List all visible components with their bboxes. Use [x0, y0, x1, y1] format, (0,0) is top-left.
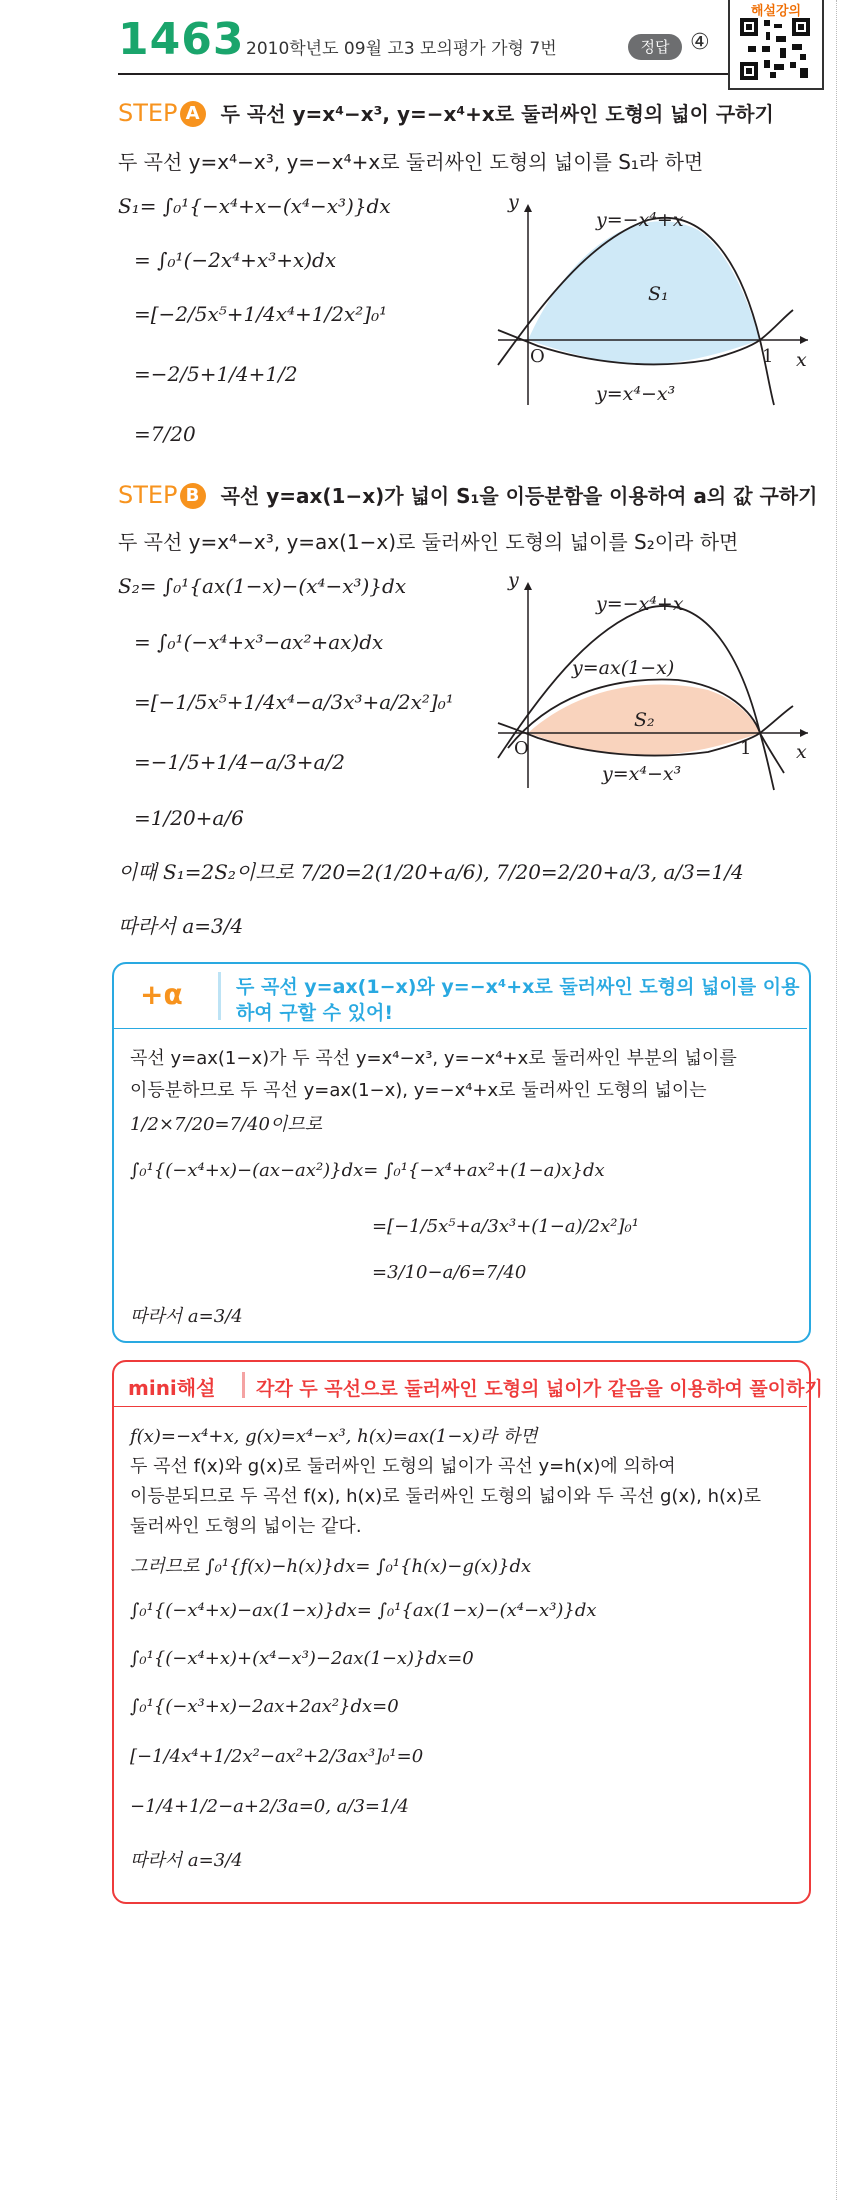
graph-b: [478, 568, 818, 798]
header-rule: [118, 73, 733, 75]
alpha-eq-2: =[−1/5x⁵+a/3x³+(1−a)/2x²]₀¹: [372, 1216, 639, 1237]
step-b-line-2: = ∫₀¹(−x⁴+x³−ax²+ax)dx: [134, 630, 384, 654]
page-margin-rule: [836, 0, 837, 2200]
step-a-line-2: = ∫₀¹(−2x⁴+x³+x)dx: [134, 248, 337, 272]
mini-line-7: ∫₀¹{(−x⁴+x)+(x⁴−x³)−2ax(1−x)}dx=0: [130, 1648, 474, 1669]
mini-line-9: [−1/4x⁴+1/2x²−ax²+2/3ax³]₀¹=0: [130, 1746, 424, 1767]
mini-label: mini해설: [128, 1376, 216, 1400]
alpha-conclusion: 따라서 a=3/4: [130, 1306, 243, 1327]
curve-top-label: y=−x⁴+x: [596, 593, 684, 615]
region-label: S₁: [648, 283, 669, 305]
graph-a: [478, 190, 818, 420]
step-b-line-4: =−1/5+1/4−a/3+a/2: [134, 750, 345, 774]
one-label: 1: [762, 346, 774, 367]
alpha-eq-1: ∫₀¹{(−x⁴+x)−(ax−ax²)}dx= ∫₀¹{−x⁴+ax²+(1−a)x}dx: [130, 1160, 605, 1181]
axis-y-label: y: [508, 191, 519, 213]
curve-top-label: y=−x⁴+x: [596, 209, 684, 231]
problem-number: 1463: [118, 14, 245, 65]
axis-x-label: x: [796, 349, 807, 371]
curve-bottom-label: y=x⁴−x³: [602, 763, 682, 785]
step-b-line-1: S₂= ∫₀¹{ax(1−x)−(x⁴−x³)}dx: [118, 574, 407, 598]
origin-label: O: [514, 738, 529, 759]
curve-mid-label: y=ax(1−x): [572, 657, 675, 679]
mini-line-8: ∫₀¹{(−x³+x)−2ax+2ax²}dx=0: [130, 1696, 399, 1717]
alpha-mark: +α: [140, 978, 183, 1011]
mini-line-1: f(x)=−x⁴+x, g(x)=x⁴−x³, h(x)=ax(1−x)라 하면: [130, 1426, 538, 1447]
mini-line-5: 그러므로 ∫₀¹{f(x)−h(x)}dx= ∫₀¹{h(x)−g(x)}dx: [130, 1556, 532, 1577]
origin-label: O: [530, 346, 545, 367]
step-letter: A: [180, 101, 206, 127]
step-b-header: [118, 480, 817, 509]
answer-label: 정답: [628, 34, 682, 60]
step-b-line-5: =1/20+a/6: [134, 806, 244, 830]
qr-code-icon: [740, 18, 810, 80]
alpha-divider: [218, 972, 221, 1020]
region-s1-fill: [528, 221, 760, 365]
mini-line-3: 이등분되므로 두 곡선 f(x), h(x)로 둘러싸인 도형의 넓이와 두 곡선 g(x), h(x)로: [130, 1486, 762, 1507]
alpha-body-1: 곡선 y=ax(1−x)가 두 곡선 y=x⁴−x³, y=−x⁴+x로 둘러싸인 부분의 넓이를: [130, 1048, 737, 1069]
step-b-condition: 이때 S₁=2S₂이므로 7/20=2(1/20+a/6), 7/20=2/20+a/3, a/3=1/4: [118, 860, 744, 884]
step-a-header: [118, 98, 774, 127]
mini-line-6: ∫₀¹{(−x⁴+x)−ax(1−x)}dx= ∫₀¹{ax(1−x)−(x⁴−x³)}dx: [130, 1600, 597, 1621]
step-b-conclusion: 따라서 a=3/4: [118, 914, 244, 938]
step-a-line-5: =7/20: [134, 422, 196, 446]
mini-line-11: 따라서 a=3/4: [130, 1850, 243, 1871]
mini-title: 각각 두 곡선으로 둘러싸인 도형의 넓이가 같음을 이용하여 풀이하기: [256, 1378, 823, 1400]
answer-value: ④: [690, 30, 710, 55]
step-letter: B: [180, 483, 206, 509]
one-label: 1: [740, 738, 752, 759]
region-label: S₂: [634, 709, 655, 731]
y-axis-arrow: [524, 582, 532, 590]
step-b-line-3: =[−1/5x⁵+1/4x⁴−a/3x³+a/2x²]₀¹: [134, 690, 454, 714]
problem-source: 2010학년도 09월 고3 모의평가 가형 7번: [246, 39, 557, 59]
alpha-body-2: 이등분하므로 두 곡선 y=ax(1−x), y=−x⁴+x로 둘러싸인 도형의 넓이는: [130, 1080, 707, 1101]
mini-line-2: 두 곡선 f(x)와 g(x)로 둘러싸인 도형의 넓이가 곡선 y=h(x)에 의하여: [130, 1456, 676, 1477]
qr-label: 해설강의: [750, 4, 802, 19]
step-b-title: 곡선 y=ax(1−x)가 넓이 S₁을 이등분함을 이용하여 a의 값 구하기: [220, 484, 818, 508]
step-b-intro: 두 곡선 y=x⁴−x³, y=ax(1−x)로 둘러싸인 도형의 넓이를 S₂이라 하면: [118, 530, 739, 554]
step-a-intro: 두 곡선 y=x⁴−x³, y=−x⁴+x로 둘러싸인 도형의 넓이를 S₁라 하면: [118, 150, 704, 174]
axis-x-label: x: [796, 741, 807, 763]
mini-line-4: 둘러싸인 도형의 넓이는 같다.: [130, 1516, 362, 1537]
mini-divider: [242, 1372, 245, 1398]
axis-y-label: y: [508, 569, 519, 591]
mini-line-10: −1/4+1/2−a+2/3a=0, a/3=1/4: [130, 1796, 409, 1817]
curve-bottom-label: y=x⁴−x³: [596, 383, 676, 405]
step-tag: STEP: [118, 99, 178, 127]
y-axis-arrow: [524, 204, 532, 212]
alpha-heading-1: 두 곡선 y=ax(1−x)와 y=−x⁴+x로 둘러싸인 도형의 넓이를 이용: [236, 976, 800, 998]
step-a-line-4: =−2/5+1/4+1/2: [134, 362, 298, 386]
step-a-title: 두 곡선 y=x⁴−x³, y=−x⁴+x로 둘러싸인 도형의 넓이 구하기: [220, 102, 774, 126]
step-a-line-3: =[−2/5x⁵+1/4x⁴+1/2x²]₀¹: [134, 302, 388, 326]
alpha-heading-2: 하여 구할 수 있어!: [236, 1002, 393, 1024]
x-axis-arrow: [800, 729, 808, 737]
step-tag: STEP: [118, 481, 178, 509]
alpha-eq-3: =3/10−a/6=7/40: [372, 1262, 527, 1283]
step-a-line-1: S₁= ∫₀¹{−x⁴+x−(x⁴−x³)}dx: [118, 194, 391, 218]
x-axis-arrow: [800, 336, 808, 344]
alpha-body-3: 1/2×7/20=7/40이므로: [130, 1114, 323, 1135]
